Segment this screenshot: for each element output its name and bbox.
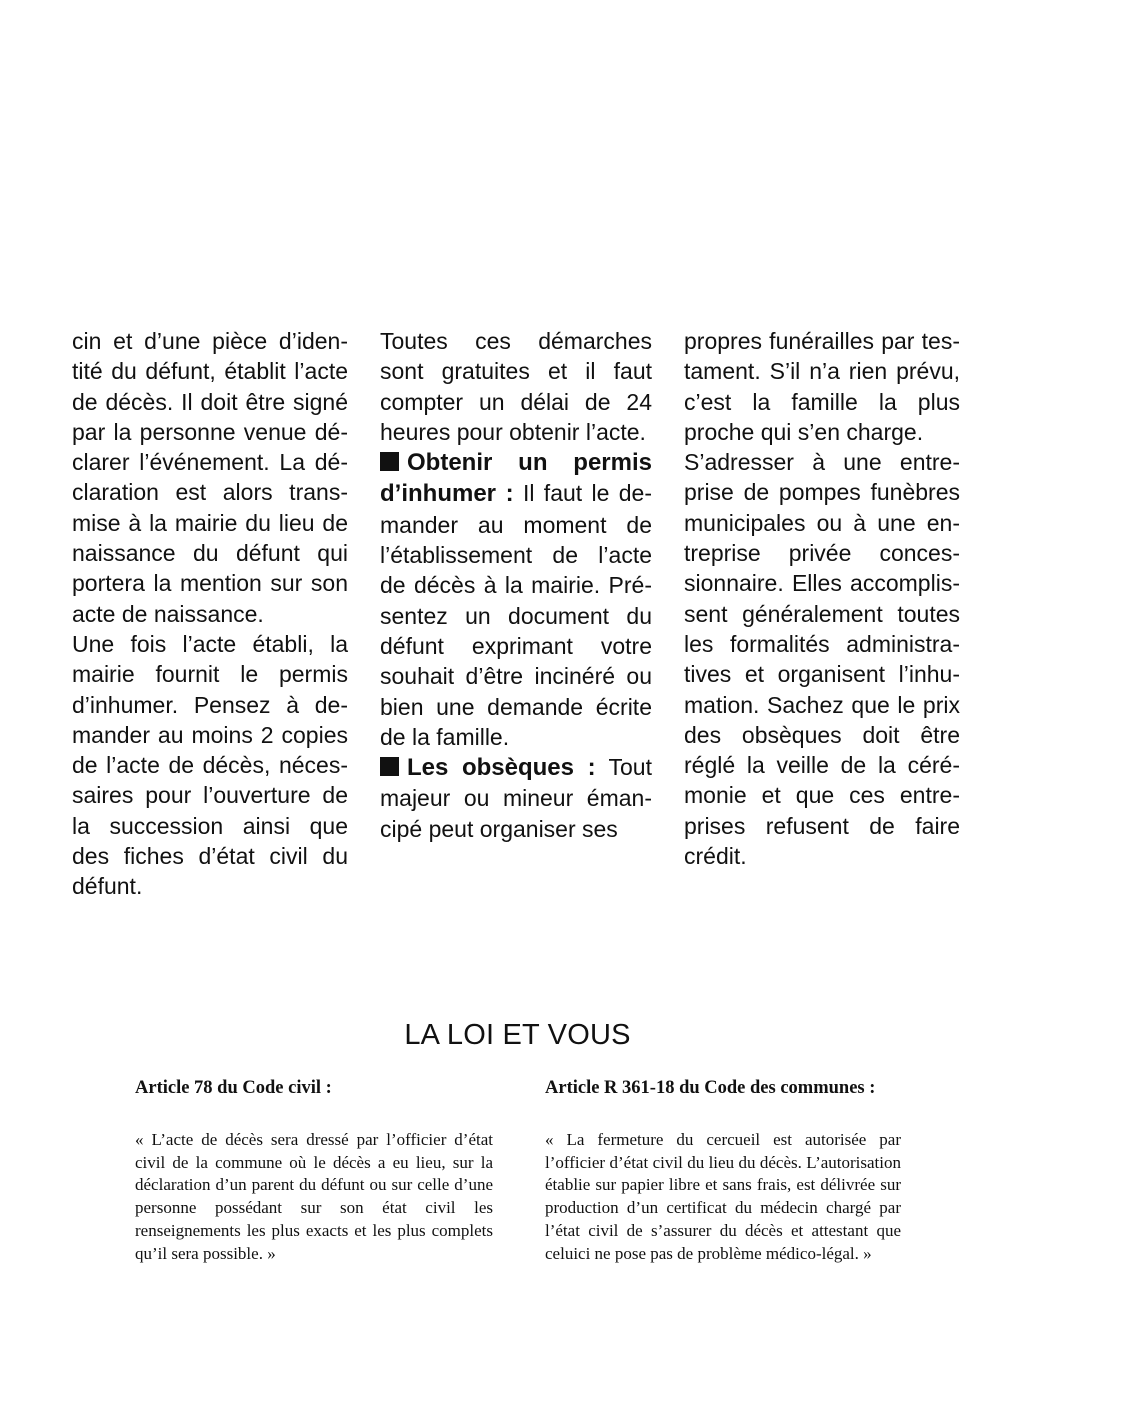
- square-bullet-icon: [380, 452, 399, 471]
- article-heading: Article R 361-18 du Code des communes :: [545, 1078, 876, 1098]
- text-column-3: [684, 326, 960, 871]
- square-bullet-icon: [380, 757, 399, 776]
- text-column-1: [72, 326, 348, 902]
- section-obseques: [380, 752, 652, 844]
- paragraph: Toutes ces démarches sont gratuites et il faut compter un délai de 24 heures pour obtenir l’acte.: [380, 328, 652, 445]
- article-text: « L’acte de décès sera dressé par l’officier d’état civil de la commune où le décès a eu lieu, sur la déclaration d’un parent du défunt ou sur celle d’une personne possédant sur son état civil les renseignements les plus exacts et les plus complets qu’il sera possible. »: [135, 1130, 493, 1263]
- paragraph: S’adresser à une entreprise de pompes funèbres municipales ou à une entreprise privée concessionnaire. Elles accomplissent généralement toutes les formalités administratives et organisent l’inhumation. Sachez que le prix des obsèques doit être réglé la veille de la cérémonie et que ces entreprises refusent de faire crédit.: [684, 449, 960, 870]
- law-section-title: LA LOI ET VOUS: [404, 1019, 631, 1051]
- section-heading: Les obsèques :: [407, 754, 596, 782]
- paragraph: Une fois l’acte établi, la mairie fournit le permis d’inhumer. Pensez à demander au moins 2 copies de l’acte de décès, nécessaires pour l’ouverture de la succession ainsi que des fiches d’état civil du défunt.: [72, 630, 348, 900]
- article-text: « La fermeture du cercueil est autorisée par l’officier d’état civil du lieu du décès. L’autorisation établie sur papier libre et sans frais, est délivrée sur production d’un certificat du médecin chargé par l’état civil de s’assurer du décès et attestant que celuici ne pose pas de problème médico-légal. »: [545, 1130, 901, 1263]
- section-text: Il faut le demander au moment de l’établissement de l’acte de décès à la mairie. Présentez un document du défunt exprimant votre souhait d’être incinéré ou bien une demande écrite de la famille.: [380, 480, 652, 750]
- section-heading: Obtenir un permis d’inhumer :: [380, 449, 652, 508]
- paragraph: propres funérailles par testament. S’il n’a rien prévu, c’est la famille la plus proche qui s’en charge.: [684, 328, 960, 445]
- article-r361-18-box: [545, 1078, 901, 1265]
- article-78-box: [135, 1078, 493, 1265]
- text-column-2: [380, 326, 652, 844]
- section-text: Tout majeur ou mineur émancipé peut organiser ses: [380, 754, 652, 842]
- section-permis-inhumer: [380, 447, 652, 752]
- article-heading: Article 78 du Code civil :: [135, 1078, 332, 1098]
- paragraph: cin et d’une pièce d’identité du défunt, établit l’acte de décès. Il doit être signé par la personne venue déclarer l’événement. La déclaration est alors transmise à la mairie du lieu de naissance du défunt qui portera la mention sur son acte de naissance.: [72, 328, 348, 627]
